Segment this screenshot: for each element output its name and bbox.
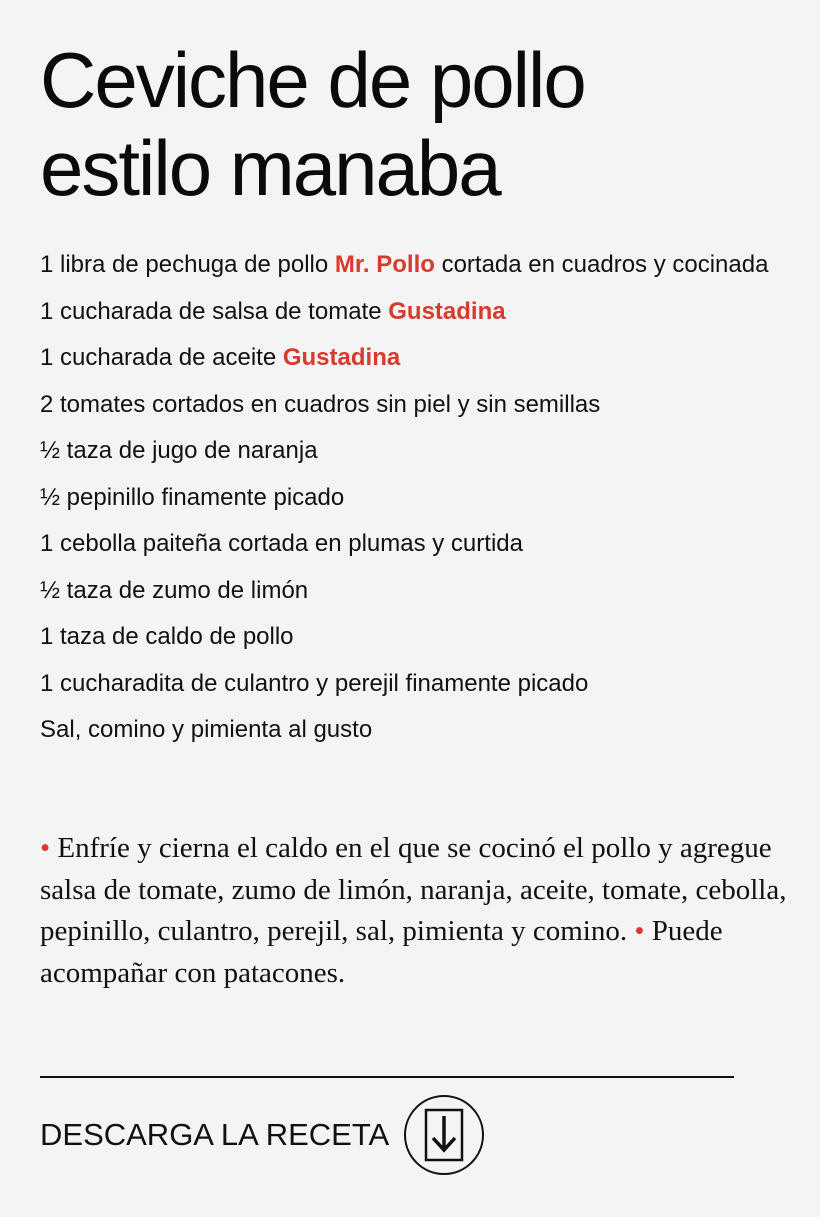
ingredient-item: ½ pepinillo finamente picado	[40, 483, 345, 511]
ingredient-item: 1 libra de pechuga de pollo Mr. Pollo cortada en cuadros y cocinada	[40, 251, 769, 278]
ingredient-item: 1 cucharadita de culantro y perejil finamente picado	[40, 669, 589, 697]
brand-name: Gustadina	[282, 344, 401, 371]
preparation-text	[40, 828, 790, 994]
ingredient-item: ½ taza de zumo de limón	[40, 576, 309, 604]
download-recipe-label: DESCARGA LA RECETA	[40, 1117, 390, 1152]
preparation-step-2: Puede acompañar con patacones.	[40, 915, 723, 989]
download-arrow-icon[interactable]	[403, 1094, 485, 1176]
ingredient-item: 1 cucharada de aceite Gustadina	[40, 344, 401, 371]
ingredient-item: Sal, comino y pimienta al gusto	[40, 716, 373, 743]
ingredient-list	[40, 248, 780, 760]
bullet: •	[634, 915, 645, 947]
brand-name: Gustadina	[388, 297, 506, 325]
download-recipe-button[interactable]	[40, 1093, 485, 1177]
bullet: •	[40, 832, 51, 864]
preparation-step-1: Enfríe y cierna el caldo en el que se cocinó el pollo y agregue salsa de tomate, zumo de limón, naranja, aceite, tomate, cebolla, pepinillo, culantro, perejil, sal, pimienta y comino.	[40, 832, 787, 947]
recipe-title	[40, 36, 800, 212]
ingredient-item: 2 tomates cortados en cuadros sin piel y sin semillas	[40, 390, 601, 418]
ingredient-item: 1 taza de caldo de pollo	[40, 623, 294, 650]
brand-name: Mr. Pollo	[334, 251, 435, 278]
recipe-title-line1: Ceviche de pollo	[40, 36, 585, 124]
ingredient-item: ½ taza de jugo de naranja	[40, 437, 318, 464]
ingredient-item: 1 cebolla paiteña cortada en plumas y curtida	[40, 530, 523, 557]
ingredient-item: 1 cucharada de salsa de tomate Gustadina	[40, 297, 506, 325]
recipe-title-line2: estilo manaba	[40, 124, 500, 212]
divider	[40, 1076, 734, 1078]
